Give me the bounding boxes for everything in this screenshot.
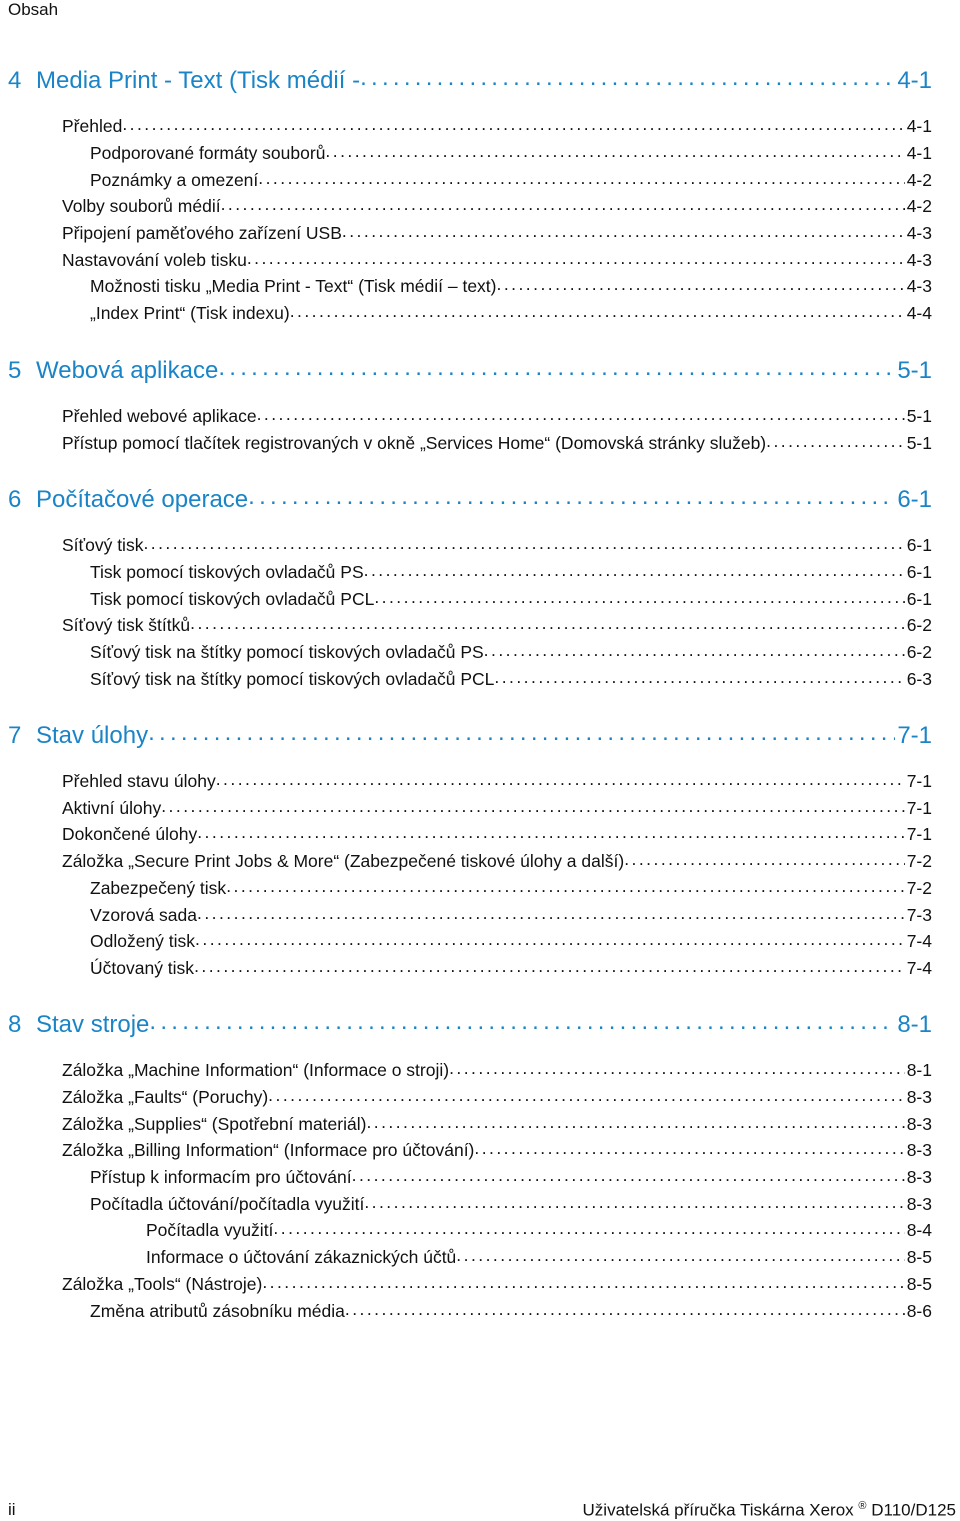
toc-page-number: 6-2 bbox=[906, 641, 932, 662]
dot-leader bbox=[449, 1058, 905, 1076]
toc-entry[interactable] bbox=[90, 301, 932, 323]
chapter-number: 8 bbox=[8, 1011, 22, 1038]
toc-entry[interactable] bbox=[90, 640, 932, 662]
toc-title-text: Připojení paměťového zařízení USB bbox=[62, 222, 342, 243]
dot-leader bbox=[197, 903, 905, 921]
toc-title-text: Přístup k informacím pro účtování bbox=[90, 1166, 352, 1187]
toc-title-text: Přístup pomocí tlačítek registrovaných v okně „Services Home“ (Domovská stránky služeb) bbox=[62, 432, 767, 453]
dot-leader bbox=[148, 719, 895, 743]
toc-title-text: Účtovaný tisk bbox=[90, 957, 195, 978]
toc-chapter[interactable] bbox=[8, 719, 932, 749]
toc-title-text: Záložka „Supplies“ (Spotřební materiál) bbox=[62, 1113, 367, 1134]
toc-entry[interactable] bbox=[62, 1272, 932, 1294]
toc-page-number: 7-1 bbox=[906, 823, 932, 844]
toc-title-text: Záložka „Faults“ (Poruchy) bbox=[62, 1086, 269, 1107]
toc-title-text: Záložka „Billing Information“ (Informace pro účtování) bbox=[62, 1139, 475, 1160]
toc-entry-title bbox=[62, 406, 257, 427]
dot-leader bbox=[494, 667, 904, 685]
dot-leader bbox=[273, 1218, 904, 1236]
dot-leader bbox=[190, 613, 905, 631]
toc-entry-title bbox=[90, 303, 290, 324]
toc-page-number: 7-1 bbox=[906, 770, 932, 791]
dot-leader bbox=[122, 114, 904, 132]
dot-leader bbox=[194, 956, 905, 974]
toc-title-text: Síťový tisk štítků bbox=[62, 614, 191, 635]
toc-page-number: 4-2 bbox=[906, 169, 932, 190]
toc-page-number: 4-2 bbox=[906, 195, 932, 216]
toc-title-text: Přehled stavu úlohy bbox=[62, 770, 216, 791]
chapter-number: 4 bbox=[8, 67, 22, 94]
toc-entry-title bbox=[8, 486, 248, 513]
dot-leader bbox=[325, 141, 904, 159]
toc-page-number: 4-3 bbox=[906, 275, 932, 296]
toc-entry-title bbox=[90, 669, 494, 690]
toc-entry[interactable] bbox=[62, 194, 932, 216]
toc-page-number: 6-1 bbox=[897, 486, 932, 513]
toc-entry-title bbox=[90, 170, 258, 191]
toc-page-number: 4-4 bbox=[906, 302, 932, 323]
dot-leader bbox=[258, 168, 904, 186]
toc-entry[interactable] bbox=[62, 1112, 932, 1134]
model-name: D110/D125 bbox=[871, 1500, 956, 1520]
toc-entry[interactable] bbox=[90, 876, 932, 898]
toc-page-number: 5-1 bbox=[906, 432, 932, 453]
toc-entry-title bbox=[90, 562, 364, 583]
toc-page-number: 5-1 bbox=[897, 357, 932, 384]
toc-entry-title bbox=[62, 250, 247, 271]
toc-entry-title bbox=[146, 1247, 456, 1268]
toc-page-number: 7-4 bbox=[906, 957, 932, 978]
dot-leader bbox=[474, 1138, 904, 1156]
dot-leader bbox=[366, 1112, 904, 1130]
dot-leader bbox=[161, 796, 904, 814]
toc-title-text: Podporované formáty souborů bbox=[90, 142, 326, 163]
toc-entry-title bbox=[62, 851, 624, 872]
toc-entry-title bbox=[62, 1060, 449, 1081]
toc-title-text: Síťový tisk bbox=[62, 534, 144, 555]
toc-page-number: 4-3 bbox=[906, 249, 932, 270]
toc-title-text: Počítadla využití bbox=[146, 1219, 274, 1240]
toc-page-number: 6-1 bbox=[906, 561, 932, 582]
toc-entry-title bbox=[62, 116, 122, 137]
toc-entry[interactable] bbox=[146, 1218, 932, 1240]
dot-leader bbox=[268, 1085, 905, 1103]
dot-leader bbox=[143, 533, 904, 551]
dot-leader bbox=[360, 64, 895, 88]
toc-entry[interactable] bbox=[62, 822, 932, 844]
toc-page-number: 4-3 bbox=[906, 222, 932, 243]
toc-page-number: 8-3 bbox=[906, 1166, 932, 1187]
toc-entry[interactable] bbox=[62, 1085, 932, 1107]
toc-page-number: 8-6 bbox=[906, 1300, 932, 1321]
toc-title-text: Odložený tisk bbox=[90, 930, 196, 951]
dot-leader bbox=[766, 431, 905, 449]
toc-page-number: 7-3 bbox=[906, 904, 932, 925]
toc-chapter[interactable] bbox=[8, 1008, 932, 1038]
chapter-number: 6 bbox=[8, 486, 22, 513]
page-number: ii bbox=[8, 1500, 16, 1519]
toc-title-text: Poznámky a omezení bbox=[90, 169, 259, 190]
toc-entry[interactable] bbox=[62, 533, 932, 555]
toc-entry[interactable] bbox=[62, 404, 932, 426]
chapter-number: 7 bbox=[8, 722, 22, 749]
toc-entry[interactable] bbox=[62, 796, 932, 818]
toc-entry-title bbox=[8, 722, 148, 749]
toc-title-text: Zabezpečený tisk bbox=[90, 877, 227, 898]
toc-title-text: Záložka „Tools“ (Nástroje) bbox=[62, 1273, 263, 1294]
toc-entry-title bbox=[90, 589, 374, 610]
toc-entry-title bbox=[90, 143, 325, 164]
toc-page-number: 7-1 bbox=[906, 797, 932, 818]
toc-entry-title bbox=[8, 1011, 149, 1038]
toc-title-text: Změna atributů zásobníku média bbox=[90, 1300, 345, 1321]
dot-leader bbox=[195, 929, 905, 947]
toc-page-number: 8-4 bbox=[906, 1219, 932, 1240]
toc-page-number: 6-3 bbox=[906, 668, 932, 689]
toc-entry[interactable] bbox=[62, 769, 932, 791]
toc-entry-title bbox=[8, 357, 218, 384]
toc-entry[interactable] bbox=[62, 849, 932, 871]
dot-leader bbox=[221, 194, 905, 212]
dot-leader bbox=[342, 221, 905, 239]
toc-page-number: 8-3 bbox=[906, 1113, 932, 1134]
toc-title-text: Volby souborů médií bbox=[62, 195, 221, 216]
toc-title-text: Počítačové operace bbox=[36, 486, 249, 513]
toc-chapter[interactable] bbox=[8, 64, 932, 94]
running-header: Obsah bbox=[8, 0, 59, 19]
dot-leader bbox=[262, 1272, 904, 1290]
toc-page-number: 8-1 bbox=[897, 1011, 932, 1038]
toc-page-number: 5-1 bbox=[906, 405, 932, 426]
toc-entry-title bbox=[90, 642, 484, 663]
toc-entry[interactable] bbox=[90, 956, 932, 978]
toc-title-text: Tisk pomocí tiskových ovladačů PCL bbox=[90, 588, 375, 609]
toc-entry[interactable] bbox=[62, 1138, 932, 1160]
toc-entry-title bbox=[62, 798, 161, 819]
book-title: Uživatelská příručka Tiskárna Xerox bbox=[582, 1500, 854, 1520]
toc-entry-title bbox=[90, 276, 497, 297]
toc-page-number: 8-3 bbox=[906, 1193, 932, 1214]
toc-entry[interactable] bbox=[90, 587, 932, 609]
toc-page-number: 6-1 bbox=[906, 588, 932, 609]
toc-title-text: Možnosti tisku „Media Print - Text“ (Tisk médií – text) bbox=[90, 275, 497, 296]
toc-entry-title bbox=[62, 1274, 262, 1295]
toc-entry-title bbox=[62, 1087, 268, 1108]
toc-title-text: Media Print - Text (Tisk médií - bbox=[36, 67, 361, 94]
toc-entry[interactable] bbox=[62, 248, 932, 270]
toc-title-text: Stav stroje bbox=[36, 1011, 150, 1038]
toc-entry-title bbox=[62, 615, 190, 636]
toc-entry-title bbox=[62, 535, 143, 556]
toc-entry[interactable] bbox=[90, 903, 932, 925]
toc-page-number: 6-2 bbox=[906, 614, 932, 635]
toc-title-text: Aktivní úlohy bbox=[62, 797, 162, 818]
toc-page-number: 7-2 bbox=[906, 850, 932, 871]
dot-leader bbox=[248, 483, 895, 507]
toc-entry[interactable] bbox=[90, 929, 932, 951]
dot-leader bbox=[345, 1299, 905, 1317]
toc-entry-title bbox=[90, 1301, 345, 1322]
toc-entry-title bbox=[90, 905, 197, 926]
toc-title-text: „Index Print“ (Tisk indexu) bbox=[90, 302, 290, 323]
footer-book-title bbox=[583, 1500, 956, 1521]
toc-page-number: 4-1 bbox=[897, 67, 932, 94]
toc-title-text: Tisk pomocí tiskových ovladačů PS bbox=[90, 561, 364, 582]
toc-title-text: Záložka „Secure Print Jobs & More“ (Zabezpečené tiskové úlohy a další) bbox=[62, 850, 625, 871]
toc-entry[interactable] bbox=[90, 168, 932, 190]
toc-page-number: 8-1 bbox=[906, 1059, 932, 1080]
dot-leader bbox=[456, 1245, 904, 1263]
toc-entry-title bbox=[62, 433, 766, 454]
toc-entry-title bbox=[62, 1140, 474, 1161]
toc-entry[interactable] bbox=[90, 667, 932, 689]
dot-leader bbox=[497, 274, 905, 292]
toc-entry[interactable] bbox=[62, 221, 932, 243]
toc-page-number: 8-3 bbox=[906, 1139, 932, 1160]
toc-page-number: 8-3 bbox=[906, 1086, 932, 1107]
toc-title-text: Síťový tisk na štítky pomocí tiskových ovladačů PCL bbox=[90, 668, 495, 689]
toc-entry-title bbox=[62, 196, 221, 217]
toc-entry[interactable] bbox=[62, 613, 932, 635]
dot-leader bbox=[257, 404, 905, 422]
toc-page-number: 8-5 bbox=[906, 1273, 932, 1294]
toc-entry[interactable] bbox=[90, 560, 932, 582]
toc-entry-title bbox=[90, 1167, 352, 1188]
dot-leader bbox=[364, 1192, 904, 1210]
toc-entry-title bbox=[8, 67, 360, 94]
toc-entry[interactable] bbox=[62, 1058, 932, 1080]
dot-leader bbox=[352, 1165, 905, 1183]
toc-title-text: Přehled webové aplikace bbox=[62, 405, 257, 426]
toc-chapter[interactable] bbox=[8, 354, 932, 384]
toc-title-text: Stav úlohy bbox=[36, 722, 149, 749]
toc-entry[interactable] bbox=[146, 1245, 932, 1267]
toc-title-text: Přehled bbox=[62, 115, 123, 136]
toc-title-text: Dokončené úlohy bbox=[62, 823, 198, 844]
toc-title-text: Počítadla účtování/počítadla využití bbox=[90, 1193, 365, 1214]
dot-leader bbox=[247, 248, 905, 266]
toc-entry[interactable] bbox=[62, 431, 932, 453]
toc-entry[interactable] bbox=[90, 1299, 932, 1321]
toc-entry[interactable] bbox=[90, 1192, 932, 1214]
registered-mark: ® bbox=[858, 1500, 867, 1512]
toc-entry-title bbox=[90, 1194, 364, 1215]
toc-entry-title bbox=[90, 958, 194, 979]
toc-entry[interactable] bbox=[62, 114, 932, 136]
dot-leader bbox=[226, 876, 905, 894]
toc-entry[interactable] bbox=[90, 1165, 932, 1187]
toc-title-text: Síťový tisk na štítky pomocí tiskových ovladačů PS bbox=[90, 641, 484, 662]
dot-leader bbox=[624, 849, 905, 867]
toc-title-text: Záložka „Machine Information“ (Informace o stroji) bbox=[62, 1059, 450, 1080]
toc-entry-title bbox=[62, 771, 216, 792]
toc-page-number: 7-2 bbox=[906, 877, 932, 898]
dot-leader bbox=[484, 640, 905, 658]
toc-chapter[interactable] bbox=[8, 483, 932, 513]
toc-page-number: 7-1 bbox=[897, 722, 932, 749]
dot-leader bbox=[216, 769, 905, 787]
toc-entry-title bbox=[90, 878, 226, 899]
toc-page-number: 8-5 bbox=[906, 1246, 932, 1267]
toc-page-number: 4-1 bbox=[906, 142, 932, 163]
dot-leader bbox=[374, 587, 904, 605]
toc-page-number: 6-1 bbox=[906, 534, 932, 555]
toc-entry-title bbox=[90, 931, 195, 952]
toc-page-number: 7-4 bbox=[906, 930, 932, 951]
toc-title-text: Nastavování voleb tisku bbox=[62, 249, 247, 270]
toc-entry-title bbox=[62, 824, 197, 845]
toc-title-text: Vzorová sada bbox=[90, 904, 198, 925]
dot-leader bbox=[149, 1008, 895, 1032]
toc-page-number: 4-1 bbox=[906, 115, 932, 136]
toc-entry[interactable] bbox=[90, 274, 932, 296]
toc-entry-title bbox=[146, 1220, 273, 1241]
chapter-number: 5 bbox=[8, 357, 22, 384]
dot-leader bbox=[364, 560, 905, 578]
toc-entry[interactable] bbox=[90, 141, 932, 163]
dot-leader bbox=[290, 301, 905, 319]
toc-entry-title bbox=[62, 1114, 366, 1135]
toc-entry-title bbox=[62, 223, 342, 244]
toc-title-text: Informace o účtování zákaznických účtů bbox=[146, 1246, 457, 1267]
dot-leader bbox=[218, 354, 895, 378]
dot-leader bbox=[197, 822, 904, 840]
toc-title-text: Webová aplikace bbox=[36, 357, 219, 384]
